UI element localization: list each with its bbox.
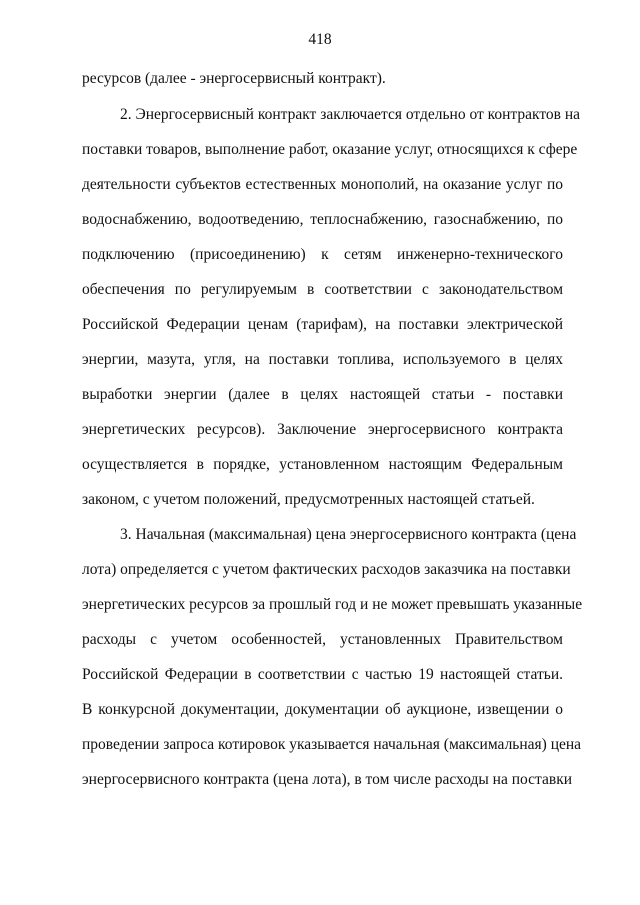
text-line: энергетических ресурсов). Заключение энергосервисного контракта [82, 421, 563, 438]
text-line: энергии, мазута, угля, на поставки топлива, используемого в целях [82, 351, 563, 368]
text-line: законом, с учетом положений, предусмотренных настоящей статьей. [82, 491, 535, 508]
text-line: обеспечения по регулируемым в соответствии с законодательством [82, 281, 563, 298]
text-line: Российской Федерации в соответствии с частью 19 настоящей статьи. [82, 666, 563, 683]
text-line: ресурсов (далее - энергосервисный контракт). [82, 70, 386, 87]
text-line: деятельности субъектов естественных монополий, на оказание услуг по [82, 176, 563, 193]
text-line: Российской Федерации ценам (тарифам), на поставки электрической [82, 316, 563, 333]
text-line: энергетических ресурсов за прошлый год и не может превышать указанные [82, 596, 583, 613]
text-line: осуществляется в порядке, установленном настоящим Федеральным [82, 456, 563, 473]
paragraph-2-first-line: 2. Энергосервисный контракт заключается отдельно от контрактов на [120, 106, 581, 123]
text-line: энергосервисного контракта (цена лота), в том числе расходы на поставки [82, 771, 573, 788]
page-number: 418 [308, 31, 332, 48]
text-line: лота) определяется с учетом фактических расходов заказчика на поставки [82, 561, 571, 578]
text-line: поставки товаров, выполнение работ, оказание услуг, относящихся к сфере [82, 141, 578, 158]
text-line: выработки энергии (далее в целях настоящей статьи - поставки [82, 386, 563, 403]
text-line: В конкурсной документации, документации об аукционе, извещении о [82, 701, 563, 718]
text-line: проведении запроса котировок указывается начальная (максимальная) цена [82, 736, 582, 753]
paragraph-3-first-line: 3. Начальная (максимальная) цена энергосервисного контракта (цена [120, 526, 577, 543]
text-line: подключению (присоединению) к сетям инженерно-технического [82, 246, 563, 263]
text-line: расходы с учетом особенностей, установленных Правительством [82, 631, 563, 648]
text-line: водоснабжению, водоотведению, теплоснабжению, газоснабжению, по [82, 211, 563, 228]
